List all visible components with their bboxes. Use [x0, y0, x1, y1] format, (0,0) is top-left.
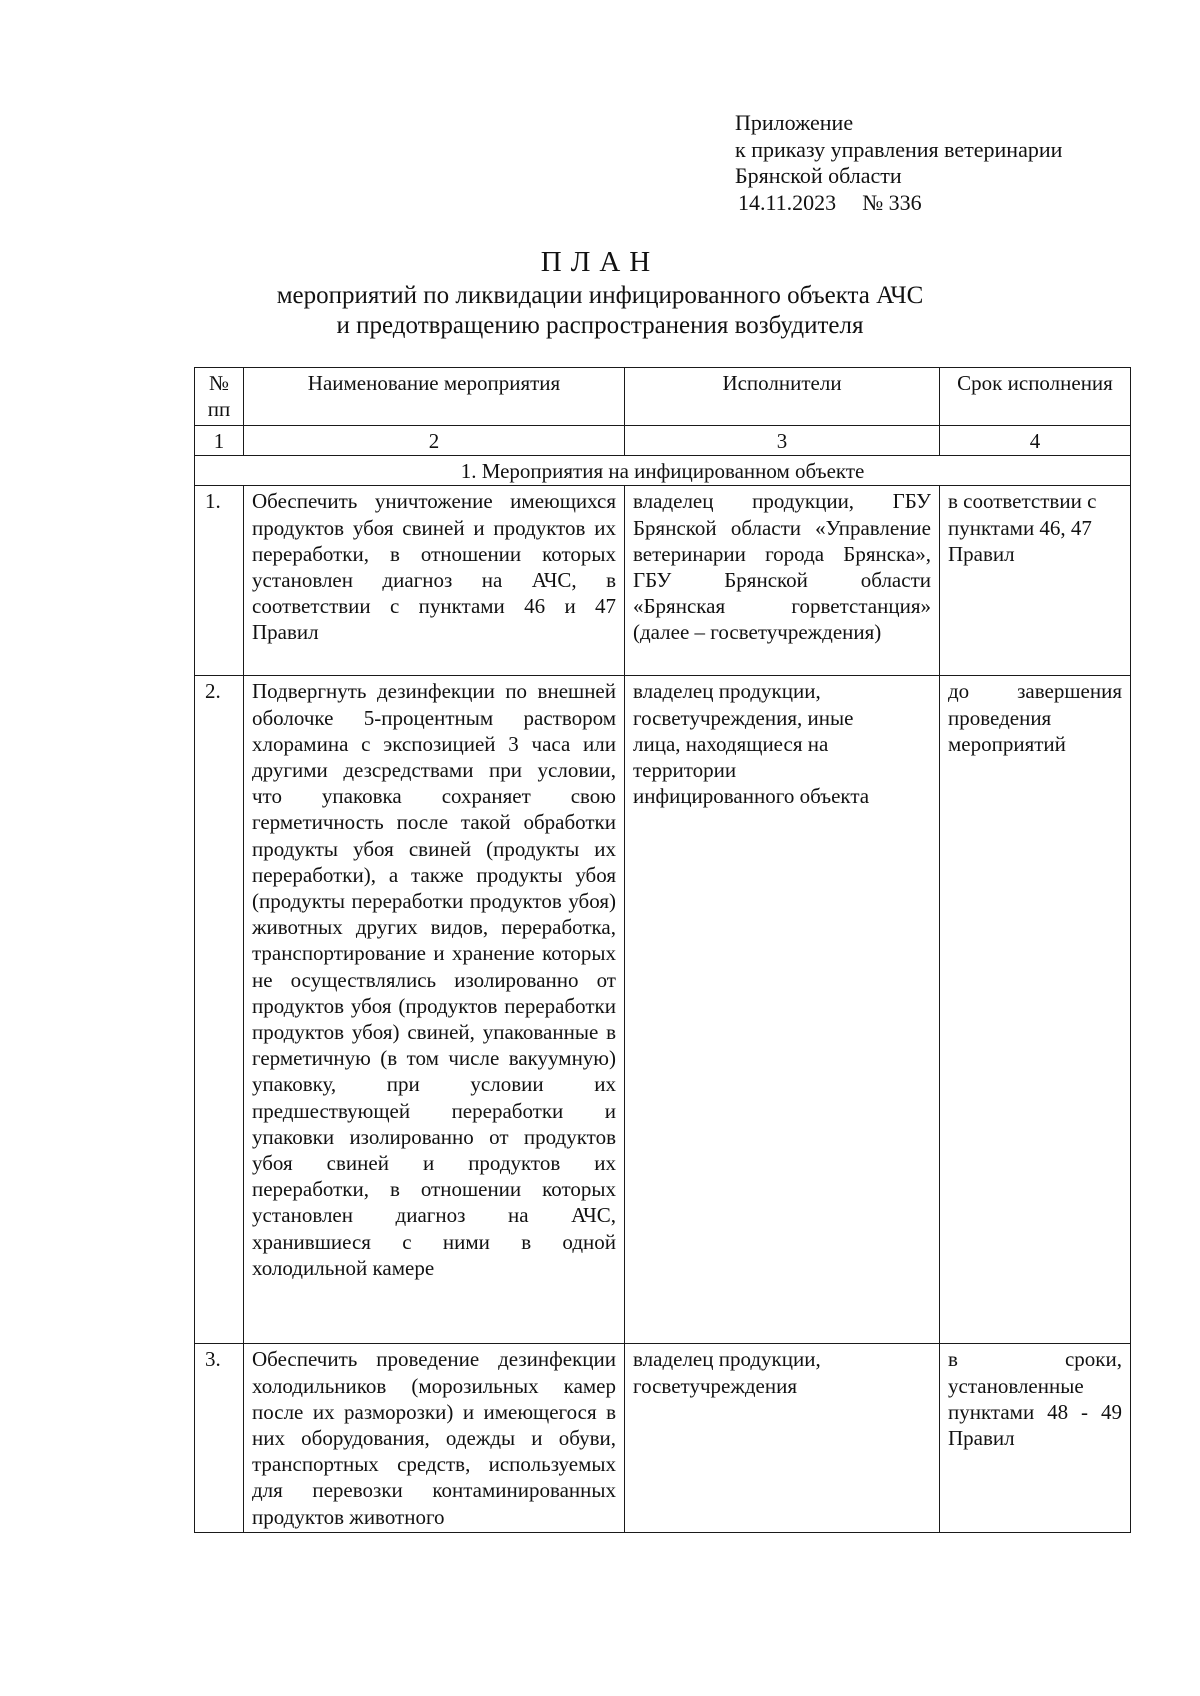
- header-num: № пп: [195, 368, 244, 426]
- row-number: 3.: [195, 1344, 244, 1533]
- row-performers: владелец продукции, госветучреждения, иные лица, находящиеся на территории инфицированного объекта: [625, 676, 940, 1344]
- row-deadline: в соответствии с пунктами 46, 47 Правил: [940, 486, 1131, 676]
- section-row: [195, 456, 1131, 486]
- appendix-number: № 336: [862, 189, 922, 215]
- table-header-row: [195, 368, 1131, 426]
- plan-table: [194, 367, 1131, 1533]
- column-number-row: [195, 426, 1131, 456]
- column-number-1: 1: [195, 426, 244, 456]
- appendix-region: Брянской области: [735, 163, 902, 188]
- header-performers: Исполнители: [625, 368, 940, 426]
- row-performers: владелец продукции, госветучреждения: [625, 1344, 940, 1533]
- appendix-block: [735, 110, 1062, 216]
- row-performers: владелец продукции, ГБУ Брянской области «Управление ветеринарии города Брянска», ГБУ Брянской области «Брянская горветстанция» (далее – госветучреждения): [625, 486, 940, 676]
- row-measure: Обеспечить уничтожение имеющихся продуктов убоя свиней и продуктов их переработки, в отношении которых установлен диагноз на АЧС, в соответствии с пунктами 46 и 47 Правил: [244, 486, 625, 676]
- document-title: ПЛАН: [540, 246, 660, 278]
- table-row: [195, 676, 1131, 1344]
- header-deadline: Срок исполнения: [940, 368, 1131, 426]
- section-title: 1. Мероприятия на инфицированном объекте: [195, 456, 1131, 486]
- appendix-order-ref: к приказу управления ветеринарии: [735, 136, 1063, 162]
- appendix-title: Приложение: [735, 110, 854, 135]
- column-number-4: 4: [940, 426, 1131, 456]
- row-measure: Подвергнуть дезинфекции по внешней оболочке 5-процентным раствором хлорамина с экспозицией 3 часа или другими дезсредствами при условии, что упаковка сохраняет свою герметичность после такой обработки продукты убоя свиней (продукты их переработки), а также продукты убоя (продукты переработки продуктов убоя) животных других видов, переработка, транспортирование и хранение которых не осуществлялись изолированно от продуктов убоя (продуктов переработки продуктов убоя) свиней, упакованные в герметичную (в том числе вакуумную) упаковку, при условии их предшествующей переработки и упаковки изолированно от продуктов убоя свиней и продуктов их переработки, в отношении которых установлен диагноз на АЧС, хранившиеся с ними в одной холодильной камере: [244, 676, 625, 1344]
- row-number: 1.: [195, 486, 244, 676]
- appendix-date-line: [735, 190, 1062, 217]
- row-number: 2.: [195, 676, 244, 1344]
- row-measure: Обеспечить проведение дезинфекции холодильников (морозильных камер после их разморозки) и имеющегося в них оборудования, одежды и обуви, транспортных средств, используемых для перевозки контаминированных продуктов животного: [244, 1344, 625, 1533]
- table-row: [195, 486, 1131, 676]
- row-deadline: до завершения проведения мероприятий: [940, 676, 1131, 1344]
- document-subtitle-line-2: и предотвращению распространения возбудителя: [336, 312, 864, 339]
- column-number-2: 2: [244, 426, 625, 456]
- table-row: [195, 1344, 1131, 1533]
- document-subtitle-line-1: мероприятий по ликвидации инфицированного объекта АЧС: [276, 282, 924, 309]
- header-name: Наименование мероприятия: [244, 368, 625, 426]
- appendix-date: 14.11.2023: [738, 189, 837, 215]
- row-deadline: в сроки, установленные пунктами 48 - 49 Правил: [940, 1344, 1131, 1533]
- column-number-3: 3: [625, 426, 940, 456]
